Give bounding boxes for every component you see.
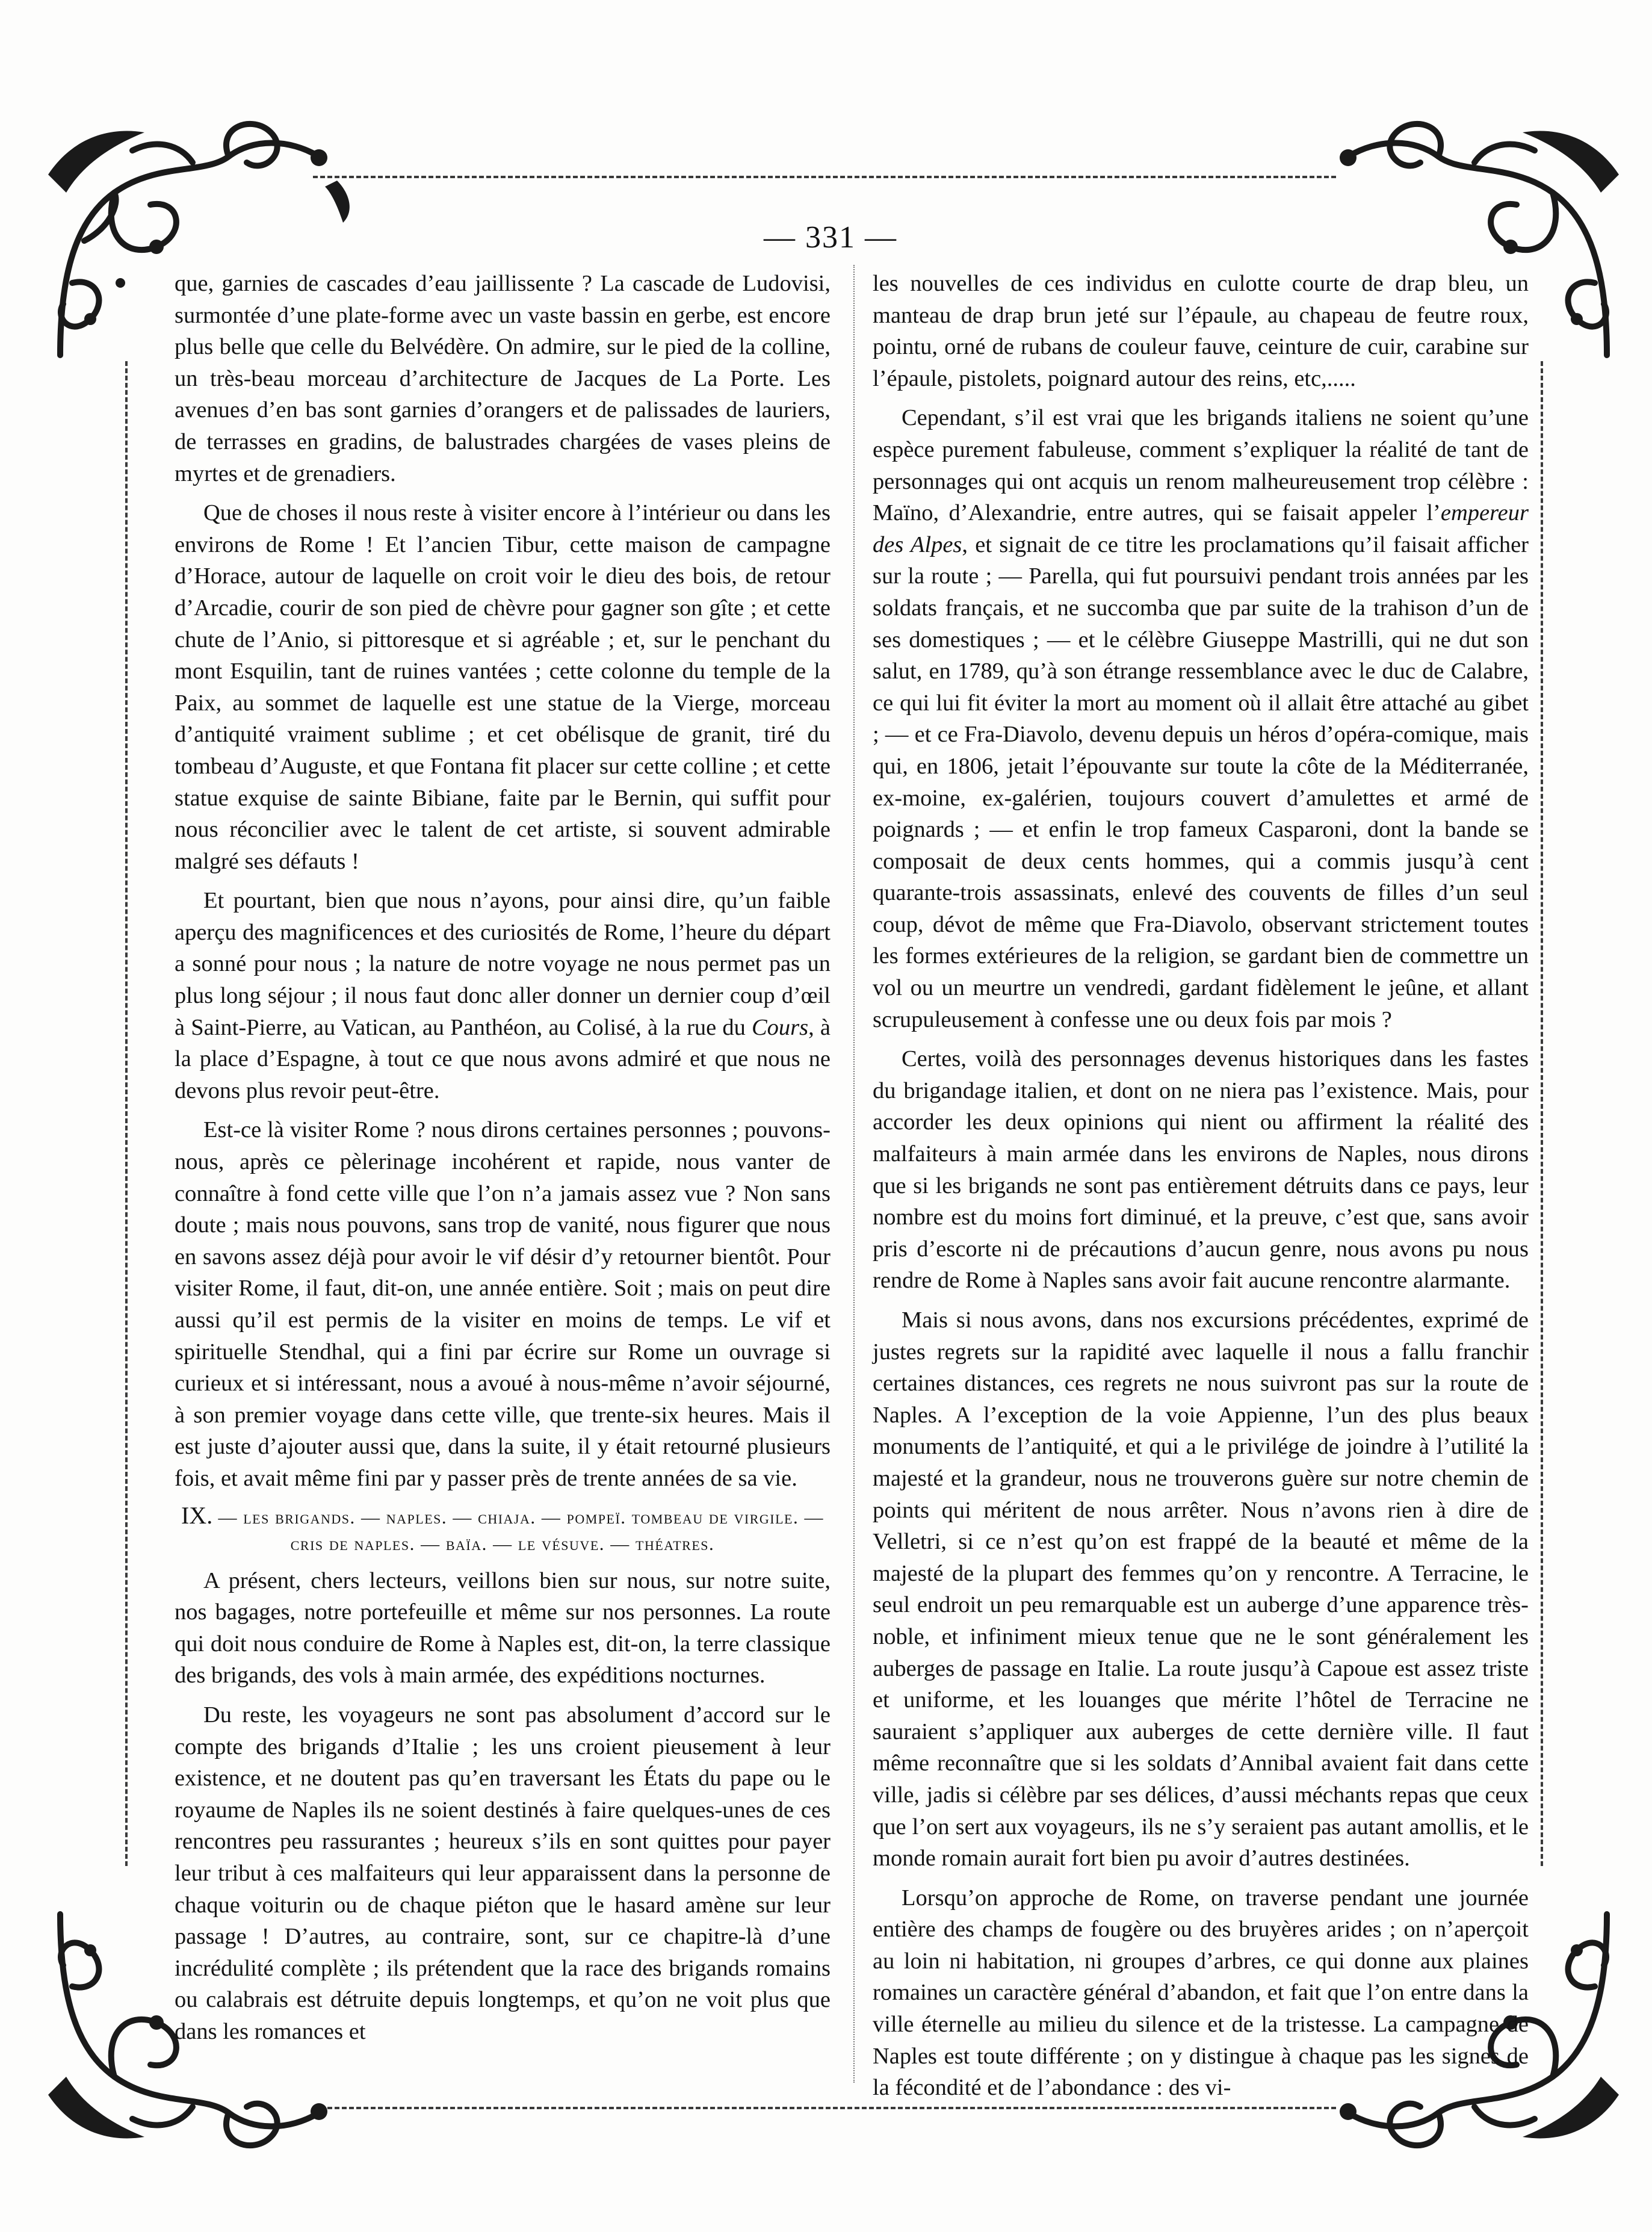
paragraph: Et pourtant, bien que nous n’ayons, pour ainsi dire, qu’un faible aperçu des magnificences et des curiosités de Rome, l’heure du départ a sonné pour nous ; la nature de notre voyage ne nous permet pas un plus long séjour ; il nous faut donc aller donner un dernier coup d’œil à Saint-Pierre, au Vatican, au Panthéon, au Colisé, à la rue du Cours, à la place d’Espagne, à tout ce que nous avons admiré et que nous ne devons plus revoir peut-être. [175, 888, 831, 1103]
paragraph: Mais si nous avons, dans nos excursions précédentes, exprimé de justes regrets sur la rapidité avec laquelle il nous a fallu franchir certaines distances, ces regrets ne nous suivront pas sur la route de Naples. A l’exception de la voie Appienne, l’un des plus beaux monuments de l’antiquité, et qui a le privilége de joindre à l’utilité la majesté et la grandeur, nous ne trouverons guère sur notre chemin de points qui méritent de nous arrêter. Nous n’avons rien à dire de Velletri, si ce n’est qu’on est frappé de la beauté et même de la majesté de la plupart des femmes qu’on y rencontre. A Terracine, le seul endroit un peu remarquable est un auberge d’une apparence très-noble, et infiniment mieux tenue que ne le sont généralement les auberges de passage en Italie. La route jusqu’à Capoue est assez triste et uniforme, et les louanges que mérite l’hôtel de Terracine ne sauraient s’appliquer aux auberges de cette dernière ville. Il faut même reconnaître que si les soldats d’Annibal avaient fait dans cette ville, jadis si célèbre par ses délices, d’aussi méchants repas que ceux que l’on sert aux voyageurs, ils ne s’y seraient pas autant amollis, et le monde romain aurait fort bien pu avoir d’autres destinées. [873, 1307, 1529, 1871]
paragraph: Du reste, les voyageurs ne sont pas absolument d’accord sur le compte des brigands d’Italie ; les uns croient pieusement à leur existence, et ne doutent pas qu’en traversant les États du pape ou le royaume de Naples ils ne soient destinés à faire quelques-unes de ces rencontres peu rassurantes ; heureux s’ils en sont quittes pour payer leur tribut à ces malfaiteurs qui leur apparaissent dans la personne de chaque voiturin ou de chaque piéton que le hasard amène sur leur passage ! D’autres, au contraire, sont, sur ce chapitre-là d’une incrédulité complète ; ils prétendent que la race des brigands romains ou calabrais est détruite depuis longtemps, et qu’on ne voit plus que dans les romances et [175, 1702, 831, 2044]
right-column [873, 268, 1529, 2112]
section-heading [175, 1502, 831, 1557]
right-frame-rule [1541, 361, 1543, 1866]
column-divider [853, 265, 855, 2083]
page-number: — 331 — [764, 220, 897, 255]
paragraph: Cependant, s’il est vrai que les brigands italiens ne soient qu’une espèce purement fabuleuse, comment s’expliquer la réalité de tant de personnages qui ont acquis un renom malheureusement trop célèbre : Maïno, d’Alexandrie, entre autres, qui se faisait appeler l’empereur des Alpes, et signait de ce titre les proclamations qu’il faisait afficher sur la route ; — Parella, qui fut poursuivi pendant trois années par les soldats français, et ne succomba que par suite de la trahison d’un de ses domestiques ; — et le célèbre Giuseppe Mastrilli, qui ne dut son salut, en 1789, qu’à son étrange ressemblance avec le duc de Calabre, ce qui lui fit éviter la mort au moment où il allait être attaché au gibet ; — et ce Fra-Diavolo, devenu depuis un héros d’opéra-comique, mais qui, en 1806, jetait l’épouvante sur toute la côte de la Méditerranée, ex-moine, ex-galérien, toujours couvert d’amulettes et armé de poignards ; — et enfin le trop fameux Casparoni, dont la bande se composait de deux cents hommes, qui a commis jusqu’à cent quarante-trois assassinats, enlevé des couvents de filles d’un seul coup, dévot de même que Fra-Diavolo, observant strictement toutes les formes extérieures de la religion, se gardant bien de commettre un vol ou un meurtre un vendredi, gardant fidèlement le jeûne, et allant scrupuleusement à confesse une ou deux fois par mois ? [873, 405, 1529, 1032]
paragraph: Est-ce là visiter Rome ? nous dirons certaines personnes ; pouvons-nous, après ce pèlerinage incohérent et rapide, nous vanter de connaître à fond cette ville que l’on n’a jamais assez vue ? Non sans doute ; mais nous pouvons, sans trop de vanité, nous figurer que nous en savons assez déjà pour avoir le vif désir d’y retourner bientôt. Pour visiter Rome, il faut, dit-on, une année entière. Soit ; mais on peut dire aussi qu’il est permis de la visiter en moins de temps. Le vif et spirituelle Stendhal, qui a fini par écrire sur Rome un ouvrage si curieux et si intéressant, nous a avoué à nous-même n’avoir séjourné, à son premier voyage dans cette ville, que trente-six heures. Mais il est juste d’ajouter aussi que, dans la suite, il y était retourné plusieurs fois, et avait même fini par y passer près de trente années de sa vie. [175, 1117, 831, 1491]
emphasized-phrase: Cours [752, 1014, 809, 1040]
paragraph: A présent, chers lecteurs, veillons bien sur nous, sur notre suite, nos bagages, notre portefeuille et même sur nos personnes. La route qui doit nous conduire de Rome à Naples est, dit-on, la terre classique des brigands, des vols à main armée, des expéditions nocturnes. [175, 1567, 831, 1688]
section-title: — les brigands. — naples. — chiaja. — pompeï. tombeau de virgile. — cris de naples. — baïa. — le vésuve. — théatres. [218, 1506, 824, 1554]
left-frame-rule [125, 361, 128, 1866]
section-numeral: IX. [181, 1501, 213, 1529]
top-frame-rule [313, 176, 1336, 178]
left-column [175, 268, 831, 2055]
paragraph: que, garnies de cascades d’eau jaillissente ? La cascade de Ludovisi, surmontée d’une plate-forme avec un vaste bassin en gerbe, est encore plus belle que celle du Belvédère. On admire, sur le pied de la colline, un très-beau morceau d’architecture de Jacques de La Porte. Les avenues d’en bas sont garnies d’orangers et de palissades de lauriers, de terrasses en gradins, de balustrades chargées de vases pleins de myrtes et de grenadiers. [175, 271, 831, 486]
emphasized-phrase: empereur des Alpes [873, 500, 1529, 557]
paragraph: Que de choses il nous reste à visiter encore à l’intérieur ou dans les environs de Rome ! Et l’ancien Tibur, cette maison de campagne d’Horace, autour de laquelle on croit voir le dieu des bois, de retour d’Arcadie, courir de son pied de chèvre pour gagner son gîte ; et cette chute de l’Anio, si pittoresque et si agréable ; et, sur le penchant du mont Esquilin, tant de ruines vantées ; cette colonne du temple de la Paix, au sommet de laquelle est une statue de la Vierge, morceau d’antiquité vraiment sublime ; et cet obélisque de granit, tiré du tombeau d’Auguste, et que Fontana fit placer sur cette colline ; et cette statue exquise de sainte Bibiane, faite par le Bernin, qui suffit pour nous réconcilier avec le talent de cet artiste, si souvent admirable malgré ses défauts ! [175, 500, 831, 874]
paragraph: Certes, voilà des personnages devenus historiques dans les fastes du brigandage italien, et dont on ne niera pas l’existence. Mais, pour accorder les deux opinions qui nient ou affirment la réalité des malfaiteurs à main armée dans les environs de Naples, nous dirons que si les brigands ne sont pas entièrement détruits dans ce pays, leur nombre est du moins fort diminué, et la preuve, c’est que, sans avoir pris d’escorte ni de précautions d’aucun genre, nous avons pu nous rendre de Rome à Naples sans avoir fait aucune rencontre alarmante. [873, 1046, 1529, 1294]
paragraph: les nouvelles de ces individus en culotte courte de drap bleu, un manteau de drap brun jeté sur l’épaule, au chapeau de feutre roux, pointu, orné de rubans de couleur fauve, ceinture de cuir, carabine sur l’épaule, pistolets, poignard autour des reins, etc,..... [873, 271, 1529, 391]
paragraph: Lorsqu’on approche de Rome, on traverse pendant une journée entière des champs de fougère ou des bruyères arides ; on n’aperçoit au loin ni habitation, ni groupes d’arbres, ce qui donne aux plaines romaines un caractère général d’abandon, et fait que l’on entre dans la ville éternelle au milieu du silence et de la tristesse. La campagne de Naples est toute différente ; on y distingue à chaque pas les signes de la fécondité et de l’abondance : des vi- [873, 1885, 1529, 2101]
